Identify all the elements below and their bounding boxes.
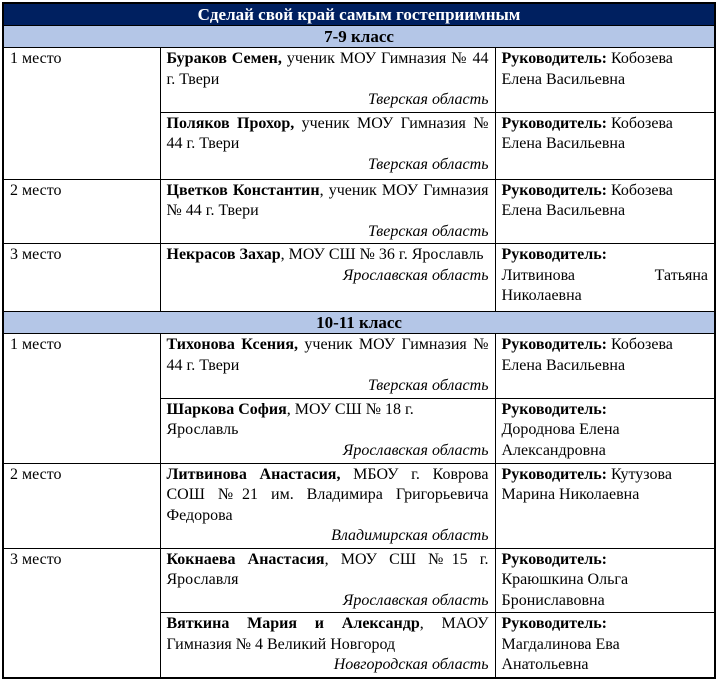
participant-details: , МОУ СШ № 18 г. Ярославль xyxy=(166,400,414,438)
region-label: Тверская область xyxy=(367,91,489,108)
table-title: Сделай свой край самым гостеприимным xyxy=(3,3,715,26)
place-cell: 2 место xyxy=(3,463,160,548)
place-cell: 1 место xyxy=(3,334,160,464)
participant-details: МБОУ г. Коврова СОШ №21 им. Владимира Григорьевича Федорова xyxy=(166,465,489,524)
participant-details: , МОУ СШ № 36 г. Ярославль xyxy=(280,246,484,263)
participant-name: Тихонова Ксения, xyxy=(166,336,298,353)
supervisor-label: Руководитель: xyxy=(501,50,607,67)
supervisor-label: Руководитель: xyxy=(501,400,607,418)
region-label: Тверская область xyxy=(367,222,489,240)
participant-cell xyxy=(160,179,495,244)
participant-name: Некрасов Захар xyxy=(166,246,281,263)
supervisor-name: Кутузова Марина Николаевна xyxy=(501,465,672,503)
supervisor-cell xyxy=(495,48,715,113)
region-label: Ярославская область xyxy=(342,266,489,284)
participant-details: , МАОУ Гимназия № 4 Великий Новгород xyxy=(166,615,489,653)
participant-name: Вяткина Мария и Александр xyxy=(166,615,420,632)
supervisor-label: Руководитель: xyxy=(501,181,607,199)
participant-details: ученик МОУ Гимназия № 44 г. Твери xyxy=(166,50,489,88)
supervisor-cell xyxy=(495,463,715,548)
region-label: Ярославская область xyxy=(342,441,489,459)
section-label: 7-9 класс xyxy=(3,26,715,48)
supervisor-cell xyxy=(495,244,715,312)
participant-name: Кокнаева Анастасия xyxy=(166,550,325,568)
supervisor-name: Дороднова Елена Александровна xyxy=(501,421,620,459)
supervisor-label: Руководитель: xyxy=(501,246,607,263)
supervisor-name: Кобозева Елена Васильевна xyxy=(501,50,673,88)
table-row xyxy=(3,334,715,399)
participant-name: Цветков Константин xyxy=(166,181,320,199)
section-header-7-9 xyxy=(3,26,715,48)
region-label: Новгородская область xyxy=(333,656,489,673)
participant-name: Поляков Прохор, xyxy=(166,114,295,132)
table-title-row xyxy=(3,3,715,26)
region-label: Ярославская область xyxy=(342,591,489,609)
supervisor-name: Кобозева Елена Васильевна xyxy=(501,114,673,152)
place-cell: 3 место xyxy=(3,548,160,678)
participant-cell xyxy=(160,398,495,463)
participant-details: , ученик МОУ Гимназия № 44 г. Твери xyxy=(166,181,489,219)
section-label: 10-11 класс xyxy=(3,312,715,334)
supervisor-label: Руководитель: xyxy=(501,615,607,632)
participant-cell xyxy=(160,548,495,613)
participant-cell xyxy=(160,48,495,113)
participant-details: ученик МОУ Гимназия № 44 г. Твери xyxy=(166,336,489,374)
table-row xyxy=(3,244,715,312)
participant-cell xyxy=(160,112,495,179)
place-cell: 3 место xyxy=(3,244,160,312)
supervisor-label: Руководитель: xyxy=(501,336,607,353)
section-header-10-11 xyxy=(3,312,715,334)
table-row xyxy=(3,463,715,548)
supervisor-cell xyxy=(495,179,715,244)
participant-details: ученик МОУ Гимназия № 44 г. Твери xyxy=(166,114,489,152)
supervisor-name: Кобозева Елена Васильевна xyxy=(501,181,673,219)
supervisor-cell xyxy=(495,334,715,399)
supervisor-name: Краюшкина Ольга Брониславовна xyxy=(501,571,629,609)
place-cell: 2 место xyxy=(3,179,160,244)
participant-details: , МОУ СШ №15 г. Ярославля xyxy=(166,550,489,588)
supervisor-cell xyxy=(495,112,715,179)
region-label: Тверская область xyxy=(367,155,489,173)
supervisor-cell xyxy=(495,398,715,463)
region-label: Тверская область xyxy=(367,377,489,394)
supervisor-name: Литвинова Татьяна Николаевна xyxy=(501,266,709,304)
supervisor-label: Руководитель: xyxy=(501,114,607,132)
supervisor-cell xyxy=(495,548,715,613)
participant-name: Бураков Семен, xyxy=(166,50,282,67)
table-row xyxy=(3,179,715,244)
supervisor-label: Руководитель: xyxy=(501,465,607,483)
place-cell: 1 место xyxy=(3,48,160,180)
supervisor-name: Магдалинова Ева Анатольевна xyxy=(501,635,620,673)
table-row xyxy=(3,48,715,113)
region-label: Владимирская область xyxy=(331,527,489,544)
participant-name: Шаркова София xyxy=(166,400,287,418)
participant-cell xyxy=(160,463,495,548)
participant-cell xyxy=(160,244,495,312)
supervisor-name: Кобозева Елена Васильевна xyxy=(501,336,673,374)
participant-cell xyxy=(160,613,495,678)
participant-name: Литвинова Анастасия, xyxy=(166,465,341,483)
table-row xyxy=(3,548,715,613)
supervisor-label: Руководитель: xyxy=(501,550,607,568)
supervisor-cell xyxy=(495,613,715,678)
competition-results-table xyxy=(2,2,716,679)
participant-cell xyxy=(160,334,495,399)
